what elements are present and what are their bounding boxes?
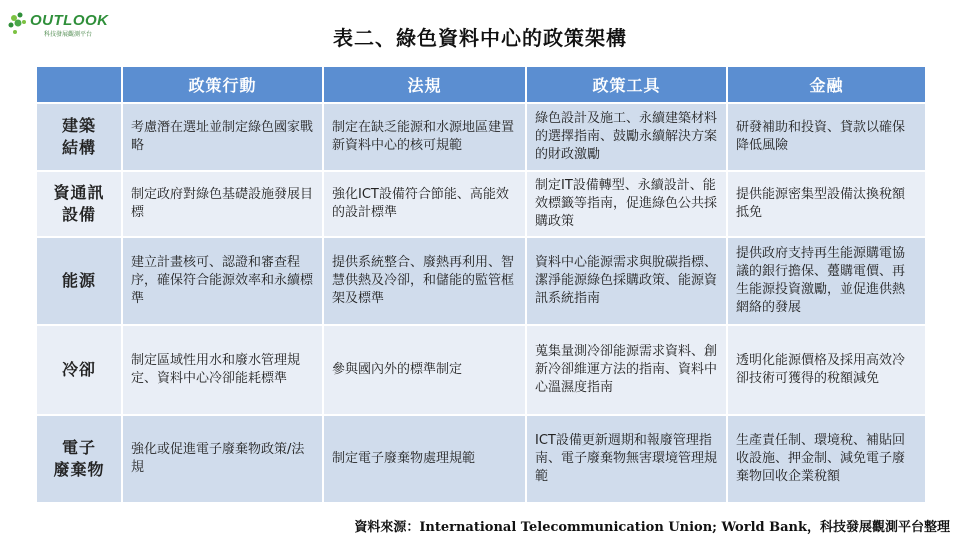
row-category: 建築 結構	[36, 103, 122, 171]
table-cell: 參與國內外的標準制定	[323, 325, 526, 415]
row-category: 電子 廢棄物	[36, 415, 122, 503]
table-cell: ICT設備更新週期和報廢管理指南、電子廢棄物無害環境管理規範	[526, 415, 727, 503]
page-title: 表二、綠色資料中心的政策架構	[333, 26, 627, 50]
table-cell: 資料中心能源需求與脫碳指標、潔淨能源綠色採購政策、能源資訊系統指南	[526, 237, 727, 325]
logo-text: OUTLOOK	[30, 12, 109, 29]
row-category: 冷卻	[36, 325, 122, 415]
table-cell: 提供能源密集型設備汰換稅額抵免	[727, 171, 926, 237]
header-blank	[36, 66, 122, 103]
policy-table	[35, 65, 927, 504]
header-regulation: 法規	[323, 66, 526, 103]
row-category: 資通訊 設備	[36, 171, 122, 237]
table-cell: 研發補助和投資、貸款以確保降低風險	[727, 103, 926, 171]
table-cell: 蒐集量測冷卻能源需求資料、創新冷卻維運方法的指南、資料中心溫濕度指南	[526, 325, 727, 415]
table-cell: 生產責任制、環境稅、補貼回收設施、押金制、減免電子廢棄物回收企業稅額	[727, 415, 926, 503]
header-policy-tools: 政策工具	[526, 66, 727, 103]
table-cell: 綠色設計及施工、永續建築材料的選擇指南、鼓勵永續解決方案的財政激勵	[526, 103, 727, 171]
table-row	[36, 103, 926, 171]
row-category: 能源	[36, 237, 122, 325]
table-cell: 強化或促進電子廢棄物政策/法規	[122, 415, 323, 503]
source-note: 資料來源：International Telecommunication Union; World Bank，科技發展觀測平台整理	[354, 520, 950, 535]
table-header-row	[36, 66, 926, 103]
header-policy-action: 政策行動	[122, 66, 323, 103]
table-cell: 建立計畫核可、認證和審查程序，確保符合能源效率和永續標準	[122, 237, 323, 325]
table-cell: 提供政府支持再生能源購電協議的銀行擔保、躉購電價、再生能源投資激勵，並促進供熱網絡的發展	[727, 237, 926, 325]
table-row	[36, 325, 926, 415]
table-row	[36, 415, 926, 503]
logo-subtext: 科技發展觀測平台	[44, 31, 93, 38]
table-cell: 制定政府對綠色基礎設施發展目標	[122, 171, 323, 237]
table-cell: 制定IT設備轉型、永續設計、能效標籤等指南，促進綠色公共採購政策	[526, 171, 727, 237]
table-cell: 強化ICT設備符合節能、高能效的設計標準	[323, 171, 526, 237]
table-cell: 制定在缺乏能源和水源地區建置新資料中心的核可規範	[323, 103, 526, 171]
table-cell: 透明化能源價格及採用高效冷卻技術可獲得的稅額減免	[727, 325, 926, 415]
table-cell: 考慮潛在選址並制定綠色國家戰略	[122, 103, 323, 171]
table-row	[36, 171, 926, 237]
table-cell: 提供系統整合、廢熱再利用、智慧供熱及冷卻，和儲能的監管框架及標準	[323, 237, 526, 325]
table-cell: 制定區域性用水和廢水管理規定、資料中心冷卻能耗標準	[122, 325, 323, 415]
header-finance: 金融	[727, 66, 926, 103]
table-cell: 制定電子廢棄物處理規範	[323, 415, 526, 503]
table-row	[36, 237, 926, 325]
